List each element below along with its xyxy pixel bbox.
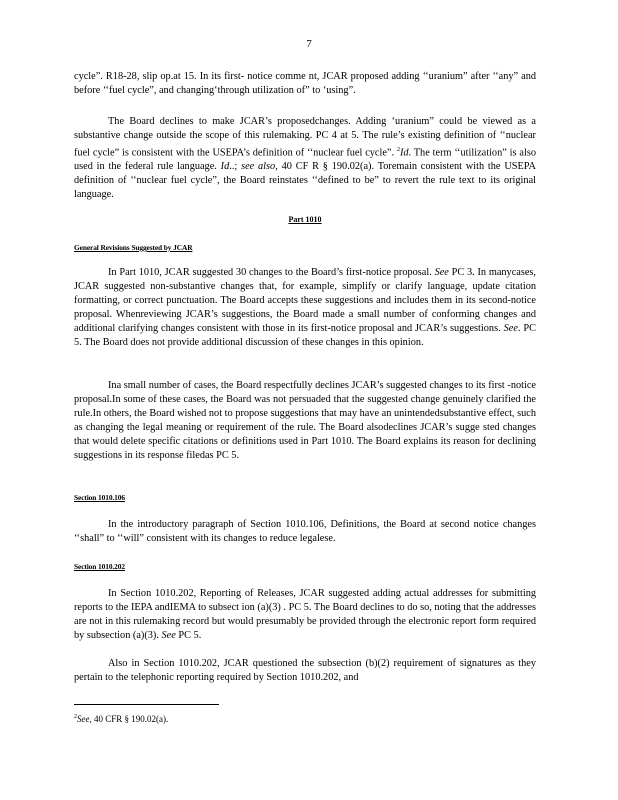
part-1010-paragraph xyxy=(74,266,536,350)
declines-text: Ina small number of cases, the Board respectfully declines JCAR’s suggested changes to its first -notice proposal.In some of these cases, the Board was not persuaded that the suggested change genuinely clarified the rule.In others, the Board wished not to propose suggestions that may have an unintendedsubstantive effect, such as changing the legal meaning or requirement of the rule. The Board alsodeclines JCAR’s sugge sted changes that would delete specific citations or definitions used in Part 1010. The Board explains its reason for declining suggestions in its response filedas PC 5. xyxy=(74,380,536,461)
uranium-text-4: , 40 CF R § 190.02(a). Toremain consistent with the USEPA definition of ‘‘nuclear fuel cycle”, the Board reinstates ‘‘defined to be” to revert the rule text to its original language. xyxy=(74,161,536,201)
part-1010-text-2: PC 3. In manycases, JCAR suggested non-substantive changes that, for example, simplify or clarify language, update citation formatting, or correct punctuation. The Board accepts these suggestions and includes them in its second-notice proposal. Whenreviewing JCAR’s suggestions, the Board made a small number of conforming changes and additional clarifying changes consistent with those in its first-notice proposal and JCAR’s suggestions. xyxy=(74,267,536,334)
section-202-heading: Section 1010.202 xyxy=(74,562,125,571)
section-106-heading: Section 1010.106 xyxy=(74,493,125,502)
continuation-paragraph xyxy=(74,70,536,98)
footnote-reference: 2 xyxy=(396,147,400,153)
section-106-paragraph xyxy=(74,518,536,546)
continuation-text: cycle”. R18-28, slip op.at 15. In its first- notice comme nt, JCAR proposed adding ‘‘uranium” after ‘‘any” and before ‘‘fuel cycle”, and changing‘through utilization of” to ‘using”. xyxy=(74,71,536,96)
section-106-heading-wrap xyxy=(74,491,536,505)
id-citation-2: Id xyxy=(220,161,230,173)
page-number: 7 xyxy=(306,38,312,50)
section-202-heading-wrap xyxy=(74,560,536,574)
see-signal-2: See xyxy=(503,323,518,334)
footnote xyxy=(74,711,168,725)
general-revisions-heading: General Revisions Suggested by JCAR xyxy=(74,243,193,252)
footnote-see: See xyxy=(77,714,90,724)
uranium-text-2: . The term ‘‘utilization” is also used in the federal rule language. xyxy=(74,147,536,173)
section-106-text: In the introductory paragraph of Section 1010.106, Definitions, the Board at second notice changes ‘‘shall” to ‘‘will” consistent with its changes to reduce legalese. xyxy=(74,519,536,544)
section-202-text-1: In Section 1010.202, Reporting of Releases, JCAR suggested adding actual addresses for submitting reports to the IEPA andIEMA to subsect ion (a)(3) . PC 5. The Board declines to do so, noting that the addresses are not in this rulemaking record but would presumably be provided through the electronic report form required by subsection (a)(3). xyxy=(74,588,536,641)
part-heading-wrap xyxy=(74,213,536,227)
footnote-text: , 40 CFR § 190.02(a). xyxy=(89,714,169,724)
part-1010-text-1: In Part 1010, JCAR suggested 30 changes to the Board’s first-notice proposal. xyxy=(108,267,432,278)
section-202b-text: Also in Section 1010.202, JCAR questioned the subsection (b)(2) requirement of signatures as they pertain to the telephonic reporting required by Section 1010.202, and xyxy=(74,658,536,683)
general-heading-wrap xyxy=(74,241,536,255)
uranium-text-1: The Board declines to make JCAR’s proposedchanges. Adding ‘uranium” could be viewed as a substantive change outside the scope of this rulemaking. PC 4 at 5. The rule’s existing definition of ‘‘nuclear fuel cycle” is consistent with the USEPA’s definition of ‘‘nuclear fuel cycle”. xyxy=(74,116,536,159)
see-signal-3: See xyxy=(161,630,176,641)
section-202-text-2: PC 5. xyxy=(178,630,202,641)
part-heading: Part 1010 xyxy=(288,215,322,224)
uranium-text-3: ..; xyxy=(229,161,238,173)
part-1010-text-3: . PC 5. The Board does not provide additional discussion of these changes in this opinion. xyxy=(74,323,537,348)
section-202-paragraph-2 xyxy=(74,657,536,685)
id-citation: Id xyxy=(399,147,409,159)
footnote-divider xyxy=(74,704,219,705)
see-signal-1: See xyxy=(434,267,449,278)
declines-paragraph xyxy=(74,379,536,463)
uranium-paragraph xyxy=(74,115,536,202)
footnote-number: 2 xyxy=(74,714,77,720)
section-202-paragraph xyxy=(74,587,536,643)
see-also-signal: see also xyxy=(241,161,276,173)
